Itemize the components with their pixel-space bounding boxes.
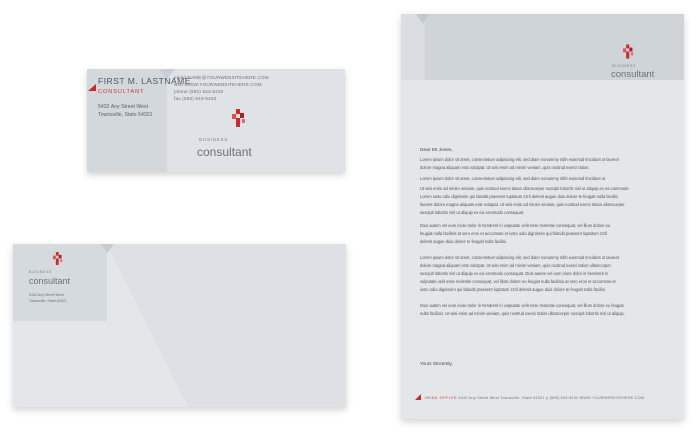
letter-paragraph bbox=[420, 156, 665, 172]
letter-line: Ut wisi enim ad minim veniam, quis nostrud exerci tation ullamcorper suscipit lobortis nisl ut aliquip ex ea commodo bbox=[420, 186, 629, 191]
business-card bbox=[87, 69, 345, 172]
letterhead bbox=[401, 14, 684, 419]
letter-line: Duis autem vel eum iriure dolor in hendrerit in vulputate velit esse molestie consequat, vel illum dolore eu feugiat bbox=[420, 303, 624, 308]
red-corner-accent bbox=[415, 394, 421, 400]
letter-paragraph bbox=[420, 185, 665, 217]
letter-footer bbox=[425, 396, 644, 400]
letter-line: dolore magna aliquam erat volutpat. Ut wisi enim ad minim veniam, quis nostrud exerci tation. bbox=[420, 165, 590, 170]
card-contact-phone: phone (555) 543-5432 bbox=[174, 89, 224, 94]
footer-head-office: HEAD OFFICE bbox=[425, 396, 458, 400]
letter-line: Lorem iusto odio dignissim qui blandit praesent luptatum zzril delenit augue duis dolore te feugait nulla facilisi. bbox=[420, 194, 619, 199]
card-contact-fax: fax (555) 543-5433 bbox=[174, 96, 217, 101]
card-contact-web: web WWW.YOURWEBSITEHERE.COM bbox=[174, 82, 262, 87]
cube-logo-icon bbox=[232, 109, 246, 127]
envelope-address-line2: Townsville, State 54321 bbox=[29, 299, 67, 303]
letter-line: dolore magna aliquam erat volutpat. Ut wisi enim ad minim veniam, quis nostrud exerci tation ullamcorper bbox=[420, 263, 611, 268]
letter-line: laoreet dolore magna aliquam erat volutpat. Ut wisi enim ad minim veniam, quis nostrud exerci tation ullamcorper bbox=[420, 202, 625, 207]
letter-paragraph bbox=[420, 222, 665, 246]
envelope-diagonal-panel bbox=[13, 244, 346, 407]
letter-line: Duis autem vel eum iriure dolor in hendrerit in vulputate velit esse molestie consequat, vel illum dolore eu bbox=[420, 223, 611, 228]
letter-line: delenit augue duis dolore te feugait nulla facilisi. bbox=[420, 239, 507, 244]
letter-paragraph bbox=[420, 302, 665, 318]
footer-address: 5432 Any Street West Townsville, State 54321 p (555) 543-5432 WWW.YOURWEBSITEHERE.COM bbox=[458, 396, 645, 400]
letter-salutation: Dear Mr Jones, bbox=[420, 148, 453, 153]
cube-logo-icon bbox=[53, 252, 63, 265]
letter-paragraph bbox=[420, 175, 665, 183]
letter-closing: Yours Sincerely, bbox=[420, 361, 453, 366]
letter-line: feugiat nulla facilisis at vero eros et accumsan et iusto odio dignissim qui blandit praesent luptatum zzril bbox=[420, 231, 608, 236]
card-address-line1: 5432 Any Street West bbox=[98, 104, 149, 110]
letter-line: iusto odio dignissim qui blandit praesent luptatum zzril delenit augue duis dolore te feugait nulla facilisi. bbox=[420, 287, 606, 292]
letter-line: suscipit lobortis nisl ut aliquip ex ea commodo consequat. Duis autem vel eum iriure dolor in hendrerit in bbox=[420, 271, 608, 276]
cube-logo-icon bbox=[623, 44, 634, 59]
card-logo-business: BUSINESS bbox=[199, 137, 229, 142]
letter-logo-consultant: consultant bbox=[611, 69, 655, 80]
letter-line: suscipit lobortis nisl ut aliquip ex ea commodo consequat. bbox=[420, 210, 525, 215]
envelope-logo-business: BUSINESS bbox=[29, 270, 52, 274]
card-name: FIRST M. LASTNAME bbox=[98, 76, 191, 86]
envelope-address-line1: 5432 Any Street West bbox=[29, 293, 64, 297]
card-contact-email: email NAME@YOURWEBSITEHERE.COM bbox=[174, 75, 269, 80]
letter-line: Lorem ipsum dolor sit amet, consectetuer adipiscing elit, sed diam nonummy nibh euismod tincidunt ut laoreet bbox=[420, 157, 619, 162]
letter-line: vulputate velit esse molestie consequat, vel illum dolore eu feugiat nulla facilisis at vero eros et accumsan et bbox=[420, 279, 616, 284]
card-logo-consultant: consultant bbox=[197, 145, 252, 159]
letter-logo-business: BUSINESS bbox=[612, 64, 637, 68]
card-address-line2: Townsville, State 54321 bbox=[98, 112, 153, 118]
card-title: CONSULTANT bbox=[98, 89, 145, 95]
letter-paragraph bbox=[420, 254, 665, 294]
envelope-logo-consultant: consultant bbox=[29, 276, 71, 286]
letter-line: nulla facilisis. Ut wisi enim ad minim veniam, quis nostrud exerci tation ullamcorper suscipit lobortis nisl ut aliquip. bbox=[420, 311, 625, 316]
letter-line: Lorem ipsum dolor sit amet, consectetuer adipiscing elit, sed diam nonummy nibh euismod tincidunt ut bbox=[420, 176, 606, 181]
letter-line: Lorem ipsum dolor sit amet, consectetuer adipiscing elit, sed diam nonummy nibh euismod tincidunt ut laoreet bbox=[420, 255, 619, 260]
envelope bbox=[13, 244, 346, 407]
